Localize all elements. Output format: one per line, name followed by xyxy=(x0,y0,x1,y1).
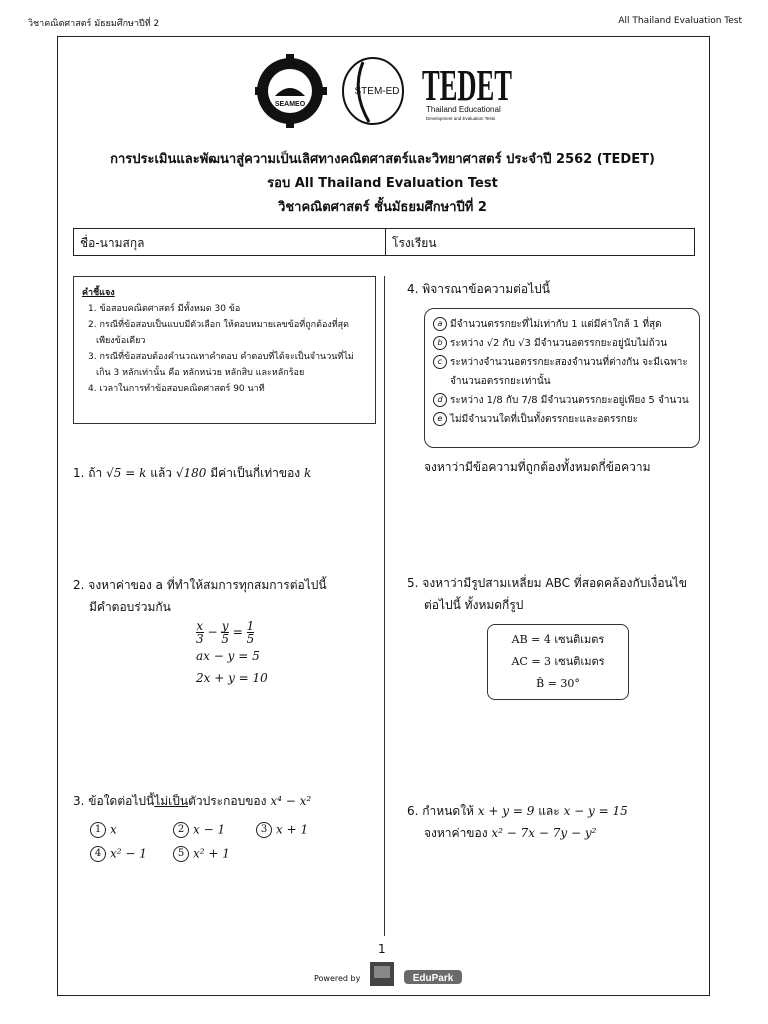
q5-condition-3: B̂ = 30° xyxy=(536,677,580,690)
q5-condition-1: AB = 4 เซนติเมตร xyxy=(511,633,605,646)
q2-equations xyxy=(196,620,268,689)
q1-text-e: มีค่าเป็นกี่เท่าของ xyxy=(210,466,301,480)
student-info-row xyxy=(73,228,695,256)
column-divider xyxy=(384,276,385,936)
q5-conditions-box xyxy=(487,624,629,700)
header-test-name: All Thailand Evaluation Test xyxy=(618,16,742,26)
q4-statement-b: b ระหว่าง √2 กับ √3 มีจำนวนอตรรกยะอยู่นับไม่ถ้วน xyxy=(433,334,691,353)
q1-text-a: ถ้า xyxy=(88,466,103,480)
svg-text:EduPark: EduPark xyxy=(412,973,454,984)
svg-text:SEAMEO: SEAMEO xyxy=(274,101,306,108)
q5-condition-2: AC = 3 เซนติเมตร xyxy=(511,655,605,668)
q2-line-2: มีคำตอบร่วมกัน xyxy=(89,600,171,614)
q6-math-line2: x² − 7x − 7y − y² xyxy=(491,826,597,840)
svg-text:Thailand Educational: Thailand Educational xyxy=(426,105,501,114)
q5-line-2: ต่อไปนี้ ทั้งหมดกี่รูป xyxy=(424,598,524,612)
name-field[interactable] xyxy=(74,229,386,255)
instruction-item: 3. กรณีที่ข้อสอบต้องคำนวณหาคำตอบ คำตอบที่ได้จะเป็นจำนวนที่ไม่เกิน 3 หลักเท่านั้น คือ หลักหน่วย หลักสิบ และหลักร้อย xyxy=(88,352,354,378)
q3-text-b: ตัวประกอบของ xyxy=(188,794,267,808)
q6-text-a: กำหนดให้ xyxy=(422,804,474,818)
q3-text-a: ข้อใดต่อไปนี้ xyxy=(88,794,155,808)
svg-text:Development and Evaluation Tes: Development and Evaluation Tests xyxy=(426,116,496,121)
title-line-3: วิชาคณิตศาสตร์ ชั้นมัธยมศึกษาปีที่ 2 xyxy=(278,200,487,215)
footer-logos xyxy=(370,960,466,988)
question-1 xyxy=(73,462,311,484)
instructions-title: คำชี้แจง xyxy=(82,288,115,298)
edupark-logo-icon xyxy=(404,970,462,984)
instruction-item: 1. ข้อสอบคณิตศาสตร์ มีทั้งหมด 30 ข้อ xyxy=(88,304,241,314)
exam-title xyxy=(57,148,708,220)
q2-eq-2: ax − y = 5 xyxy=(196,649,260,663)
question-number: 5. xyxy=(407,576,419,590)
q6-text-c: และ xyxy=(538,804,560,818)
q4-statement-a: a มีจำนวนตรรกยะที่ไม่เท่ากับ 1 แต่มีค่าใกล้ 1 ที่สุด xyxy=(433,315,691,334)
title-line-2: รอบ All Thailand Evaluation Test xyxy=(267,176,498,191)
school-field[interactable] xyxy=(386,229,443,255)
q4-question: จงหาว่ามีข้อความที่ถูกต้องทั้งหมดกี่ข้อความ xyxy=(424,460,651,474)
instruction-item: 2. กรณีที่ข้อสอบเป็นแบบมีตัวเลือก ให้ตอบหมายเลขข้อที่ถูกต้องที่สุดเพียงข้อเดียว xyxy=(88,320,350,346)
q1-math-d: √180 xyxy=(175,466,207,480)
q3-option-1[interactable]: 1 x xyxy=(90,822,117,838)
q4-statement-e: e ไม่มีจำนวนใดที่เป็นทั้งตรรกยะและอตรรกยะ xyxy=(433,410,691,429)
header-subject: วิชาคณิตศาสตร์ มัธยมศึกษาปีที่ 2 xyxy=(28,19,160,29)
q1-text-c: แล้ว xyxy=(150,466,173,480)
sponsor-logo-icon xyxy=(370,962,394,986)
question-number: 4. xyxy=(407,282,419,296)
question-2 xyxy=(73,574,327,618)
q3-option-4[interactable]: 4 x² − 1 xyxy=(90,846,147,862)
q4-statement-d: d ระหว่าง 1/8 กับ 7/8 มีจำนวนตรรกยะอยู่เพียง 5 จำนวน xyxy=(433,391,691,410)
school-label: โรงเรียน xyxy=(392,236,437,250)
q4-text: พิจารณาข้อความต่อไปนี้ xyxy=(422,282,550,296)
instructions-box xyxy=(73,276,376,424)
powered-by-label: Powered by xyxy=(314,974,361,983)
q4-statement-c: c ระหว่างจำนวนอตรรกยะสองจำนวนที่ต่างกัน จะมีเฉพาะจำนวนอตรรกยะเท่านั้น xyxy=(433,353,691,391)
question-3 xyxy=(73,790,311,812)
q1-math-b: √5 = k xyxy=(106,466,147,480)
stemed-logo-icon xyxy=(343,58,403,124)
question-number: 1. xyxy=(73,466,85,480)
q3-option-2[interactable]: 2 x − 1 xyxy=(173,822,225,838)
question-6 xyxy=(407,800,628,844)
q6-math-d: x − y = 15 xyxy=(563,804,628,818)
q1-math-f: k xyxy=(303,466,312,480)
question-number: 3. xyxy=(73,794,85,808)
q2-eq-3: 2x + y = 10 xyxy=(196,671,268,685)
logo-banner xyxy=(255,52,515,130)
q2-line-1: จงหาค่าของ a ที่ทำให้สมการทุกสมการต่อไปนี้ xyxy=(88,578,327,592)
question-number: 6. xyxy=(407,804,419,818)
instruction-item: 4. เวลาในการทำข้อสอบคณิตศาสตร์ 90 นาที xyxy=(88,384,265,394)
q6-text-line2: จงหาค่าของ xyxy=(424,826,488,840)
q4-statements-box xyxy=(424,308,700,448)
seameo-logo-icon xyxy=(255,54,327,128)
tedet-logo-icon xyxy=(422,61,512,121)
question-4 xyxy=(407,278,550,300)
q5-line-1: จงหาว่ามีรูปสามเหลี่ยม ABC ที่สอดคล้องกับเงื่อนไข xyxy=(422,576,687,590)
svg-text:STEM-ED: STEM-ED xyxy=(354,86,400,97)
q3-option-3[interactable]: 3 x + 1 xyxy=(256,822,308,838)
q3-text-underlined: ไม่เป็น xyxy=(154,794,189,808)
question-number: 2. xyxy=(73,578,85,592)
q3-expr: x⁴ − x² xyxy=(270,794,312,808)
title-line-1: การประเมินและพัฒนาสู่ความเป็นเลิศทางคณิตศาสตร์และวิทยาศาสตร์ ประจำปี 2562 (TEDET) xyxy=(110,152,655,167)
question-5 xyxy=(407,572,687,616)
q3-option-5[interactable]: 5 x² + 1 xyxy=(173,846,230,862)
name-label: ชื่อ-นามสกุล xyxy=(80,236,145,250)
svg-text:TEDET: TEDET xyxy=(422,61,512,110)
q2-eq-1: $\frac{x}{3}$ − $\frac{y}{5}$ = $\frac{1}{5}$ xyxy=(196,619,255,646)
q6-math-b: x + y = 9 xyxy=(477,804,535,818)
page-number: 1 xyxy=(378,942,386,956)
